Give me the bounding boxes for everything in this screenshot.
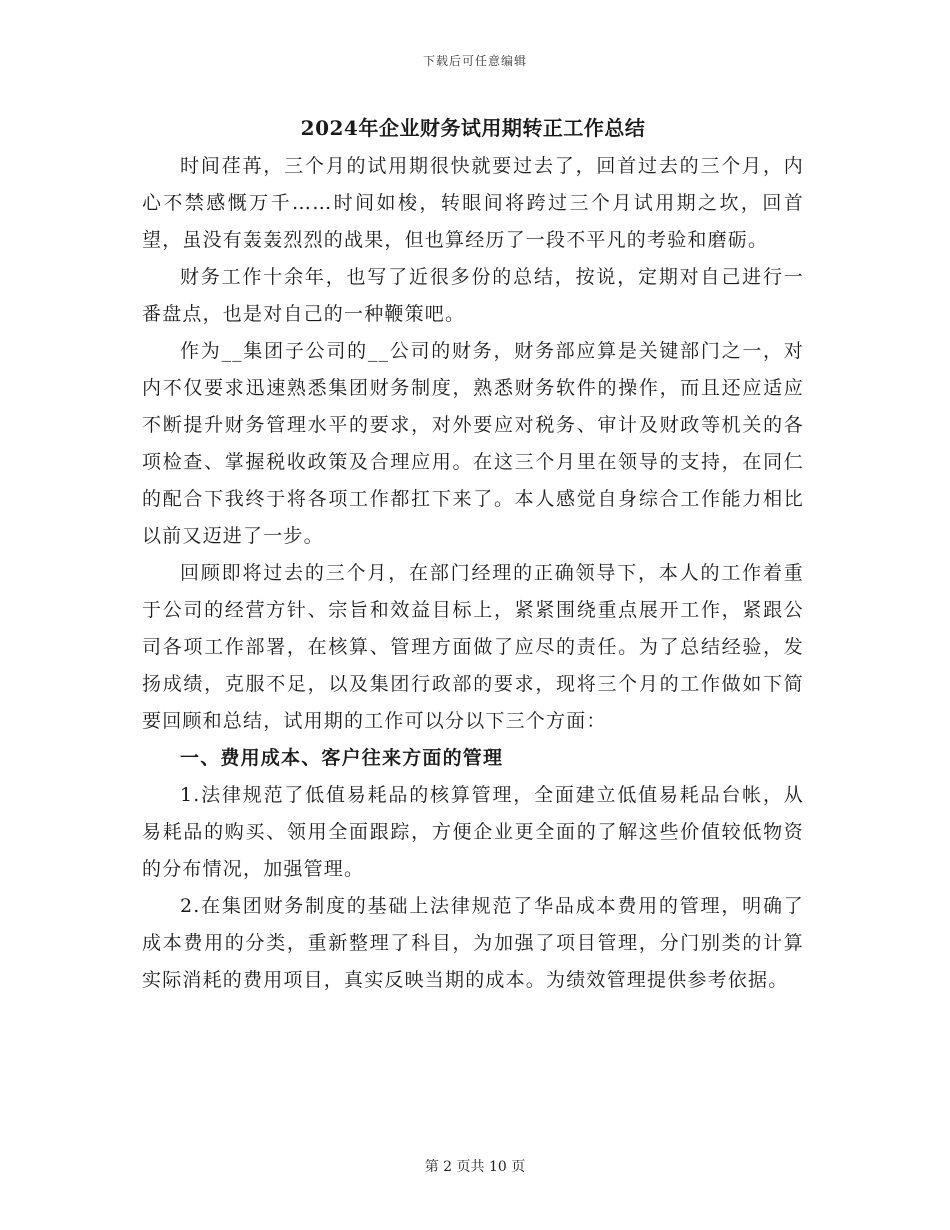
page-header: 下载后可任意编辑 xyxy=(422,54,527,68)
section-heading-cost-management: 一、费用成本、客户往来方面的管理 xyxy=(180,747,504,769)
list-item-low-value-consumables: 1.法律规范了低值易耗品的核算管理，全面建立低值易耗品台帐，从易耗品的购买、领用全面跟踪，方便企业更全面的了解这些价值较低物资的分布情况，加强管理。 xyxy=(142,784,804,880)
page-number: 第 2 页共 10 页 xyxy=(424,1159,526,1175)
paragraph-review: 回顾即将过去的三个月，在部门经理的正确领导下，本人的工作着重于公司的经营方针、宗旨和效益目标上，紧紧围绕重点展开工作，紧跟公司各项工作部署，在核算、管理方面做了应尽的责任。为了总结经验，发扬成绩，克服不足，以及集团行政部的要求，现将三个月的工作做如下简要回顾和总结，试用期的工作可以分以下三个方面： xyxy=(142,562,804,732)
paragraph-experience: 财务工作十余年，也写了近很多份的总结，按说，定期对自己进行一番盘点，也是对自己的一种鞭策吧。 xyxy=(142,266,804,325)
list-item-cost-expense-management: 2.在集团财务制度的基础上法律规范了华品成本费用的管理，明确了成本费用的分类，重新整理了科目，为加强了项目管理，分门别类的计算实际消耗的费用项目，真实反映当期的成本。为绩效管理提供参考依据。 xyxy=(142,895,804,991)
document-title: 2024年企业财务试用期转正工作总结 xyxy=(300,116,646,140)
document-body xyxy=(142,108,804,999)
paragraph-role: 作为__集团子公司的__公司的财务，财务部应算是关键部门之一，对内不仅要求迅速熟悉集团财务制度，熟悉财务软件的操作，而且还应适应不断提升财务管理水平的要求，对外要应对税务、审计及财政等机关的各项检查、掌握税收政策及合理应用。在这三个月里在领导的支持，在同仁的配合下我终于将各项工作都扛下来了。本人感觉自身综合工作能力相比以前又迈进了一步。 xyxy=(142,340,804,547)
paragraph-intro: 时间荏苒，三个月的试用期很快就要过去了，回首过去的三个月，内心不禁感慨万千……时间如梭，转眼间将跨过三个月试用期之坎，回首望，虽没有轰轰烈烈的战果，但也算经历了一段不平凡的考验和磨砺。 xyxy=(142,155,804,251)
